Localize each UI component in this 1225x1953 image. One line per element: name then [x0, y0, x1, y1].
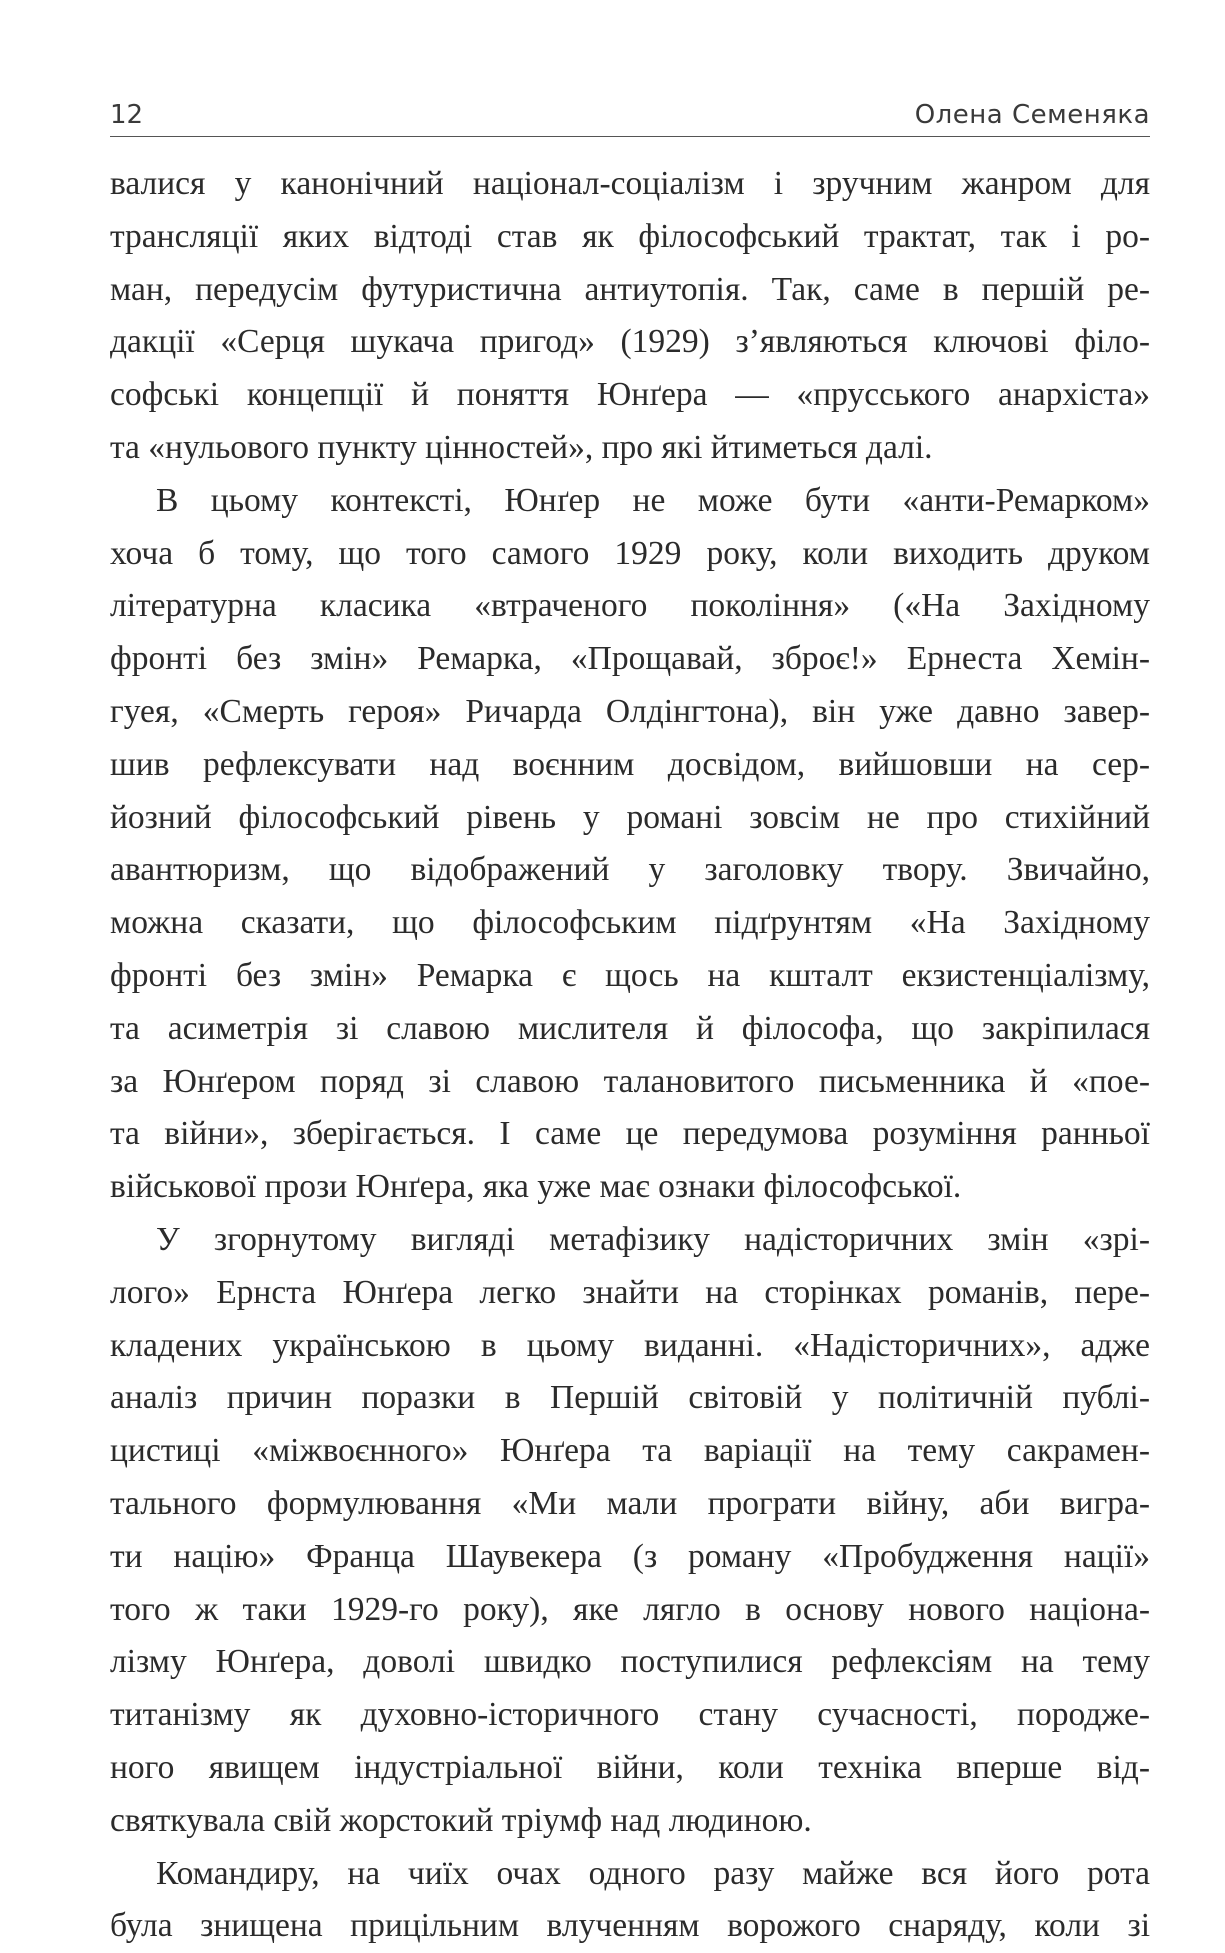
text-line: валися у канонічний націонал-соціалізм і зручним жанром для	[110, 158, 1150, 211]
text-line: ного явищем індустріальної війни, коли техніка вперше від-	[110, 1742, 1150, 1795]
text-line: тального формулювання «Ми мали програти війну, аби вигра-	[110, 1478, 1150, 1531]
text-line: та «нульового пункту цінностей», про які йтиметься далі.	[110, 422, 1150, 475]
text-line: можна сказати, що філософським підґрунтям «На Західному	[110, 897, 1150, 950]
running-header	[110, 96, 1150, 137]
text-line: ман, передусім футуристична антиутопія. Так, саме в першій ре-	[110, 264, 1150, 317]
text-line: фронті без змін» Ремарка, «Прощавай, зброє!» Ернеста Хемін-	[110, 633, 1150, 686]
text-line: того ж таки 1929-го року), яке лягло в основу нового націона-	[110, 1584, 1150, 1637]
text-line: авантюризм, що відображений у заголовку твору. Звичайно,	[110, 844, 1150, 897]
text-line: хоча б тому, що того самого 1929 року, коли виходить друком	[110, 528, 1150, 581]
text-line: Командиру, на чиїх очах одного разу майже вся його рота	[110, 1848, 1150, 1901]
text-line: та війни», зберігається. І саме це передумова розуміння ранньої	[110, 1108, 1150, 1161]
text-line: за Юнґером поряд зі славою талановитого письменника й «пое-	[110, 1056, 1150, 1109]
text-line: йозний філософський рівень у романі зовсім не про стихійний	[110, 792, 1150, 845]
text-line: була знищена прицільним влученням ворожого снаряду, коли зі	[110, 1900, 1150, 1953]
text-line: ти націю» Франца Шаувекера (з роману «Пробудження нації»	[110, 1531, 1150, 1584]
text-line: В цьому контексті, Юнґер не може бути «анти-Ремарком»	[110, 475, 1150, 528]
text-line: святкувала свій жорстокий тріумф над людиною.	[110, 1795, 1150, 1848]
text-line: та асиметрія зі славою мислителя й філософа, що закріпилася	[110, 1003, 1150, 1056]
text-line: трансляції яких відтоді став як філософський трактат, так і ро-	[110, 211, 1150, 264]
text-line: військової прози Юнґера, яка уже має ознаки філософської.	[110, 1161, 1150, 1214]
text-line: лого» Ернста Юнґера легко знайти на сторінках романів, пере-	[110, 1267, 1150, 1320]
paragraph-3	[110, 1214, 1150, 1848]
text-line: гуея, «Смерть героя» Ричарда Олдінгтона), він уже давно завер-	[110, 686, 1150, 739]
paragraph-2	[110, 475, 1150, 1214]
body-text	[110, 158, 1150, 1953]
text-line: кладених українською в цьому виданні. «Надісторичних», адже	[110, 1320, 1150, 1373]
text-line: дакції «Серця шукача пригод» (1929) з’являються ключові філо-	[110, 316, 1150, 369]
paragraph-1	[110, 158, 1150, 475]
text-line: шив рефлексувати над воєнним досвідом, вийшовши на сер-	[110, 739, 1150, 792]
text-line: лізму Юнґера, доволі швидко поступилися рефлексіям на тему	[110, 1636, 1150, 1689]
text-line: У згорнутому вигляді метафізику надісторичних змін «зрі-	[110, 1214, 1150, 1267]
text-line: літературна класика «втраченого покоління» («На Західному	[110, 580, 1150, 633]
text-line: аналіз причин поразки в Першій світовій у політичній публі-	[110, 1372, 1150, 1425]
paragraph-4	[110, 1848, 1150, 1953]
running-head-author: Олена Семеняка	[915, 100, 1150, 130]
page-number: 12	[110, 100, 143, 130]
text-line: софські концепції й поняття Юнґера — «прусського анархіста»	[110, 369, 1150, 422]
text-line: титанізму як духовно-історичного стану сучасності, породже-	[110, 1689, 1150, 1742]
text-line: цистиці «міжвоєнного» Юнґера та варіації на тему сакрамен-	[110, 1425, 1150, 1478]
text-line: фронті без змін» Ремарка є щось на кшталт екзистенціалізму,	[110, 950, 1150, 1003]
